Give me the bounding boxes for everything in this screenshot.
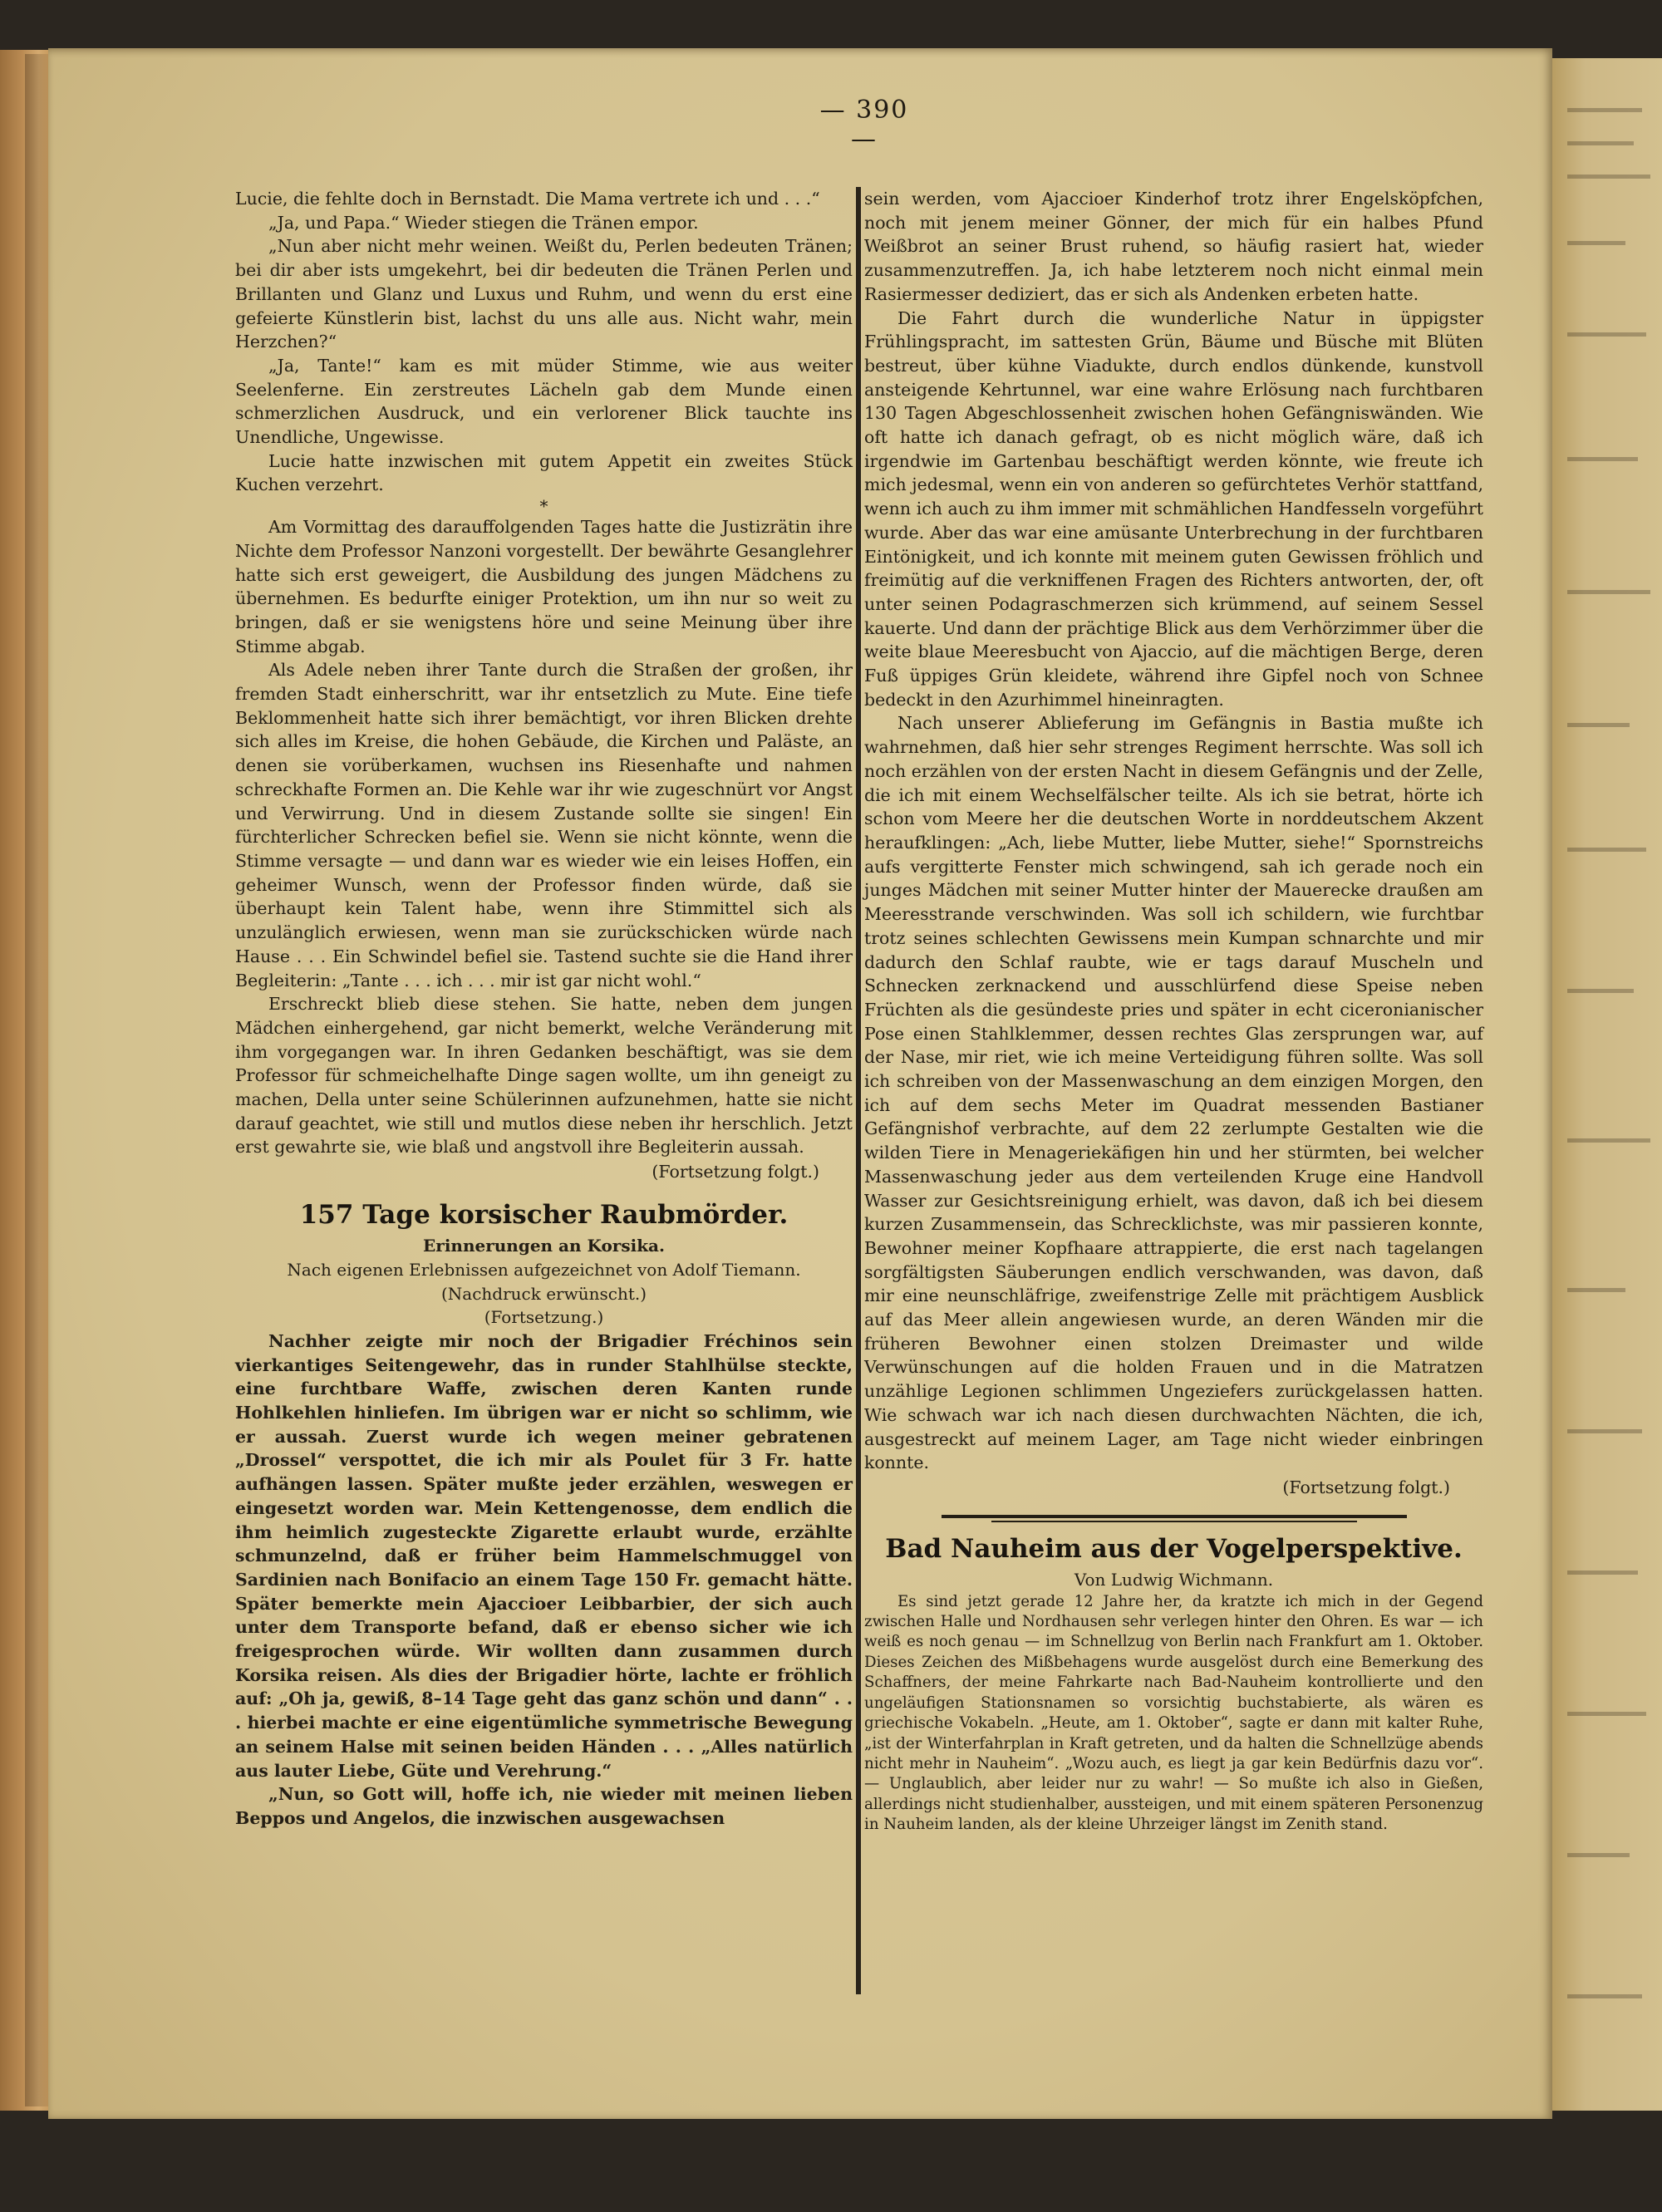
article-paragraph: Nachher zeigte mir noch der Brigadier Fréchinos sein vierkantiges Seitengewehr, das in runder Stahlhülse steckte, eine furchtbare Waffe, zwischen deren Kanten runde Hohlkehlen hinliefen. Im übrigen war er nicht so schlimm, wie er aussah. Zuerst wurde ich wegen meiner gebratenen „Drossel“ verspottet, die ich mir als Poulet für 3 Fr. hatte aufhängen lassen. Später mußte jeder erzählen, weswegen er eingesetzt worden war. Mein Kettengenosse, dem endlich die ihm heimlich zugesteckte Zigarette erlaubt wurde, erzählte schmunzelnd, daß er früher beim Hammelschmuggel von Sardinien nach Bonifacio an einem Tage 150 Fr. gemacht hätte. Später bemerkte mein Ajaccioer Leibbarbier, der sich auch unter dem Transporte befand, daß er ebenso sicher wie ich freigesprochen würde. Wir wollten dann zusammen durch Korsika reisen. Als dies der Brigadier hörte, lachte er fröhlich auf: „Oh ja, gewiß, 8–14 Tage geht das ganz schön und dann“ . . . hierbei machte er eine eigentümliche symmetrische Bewegung an seinem Halse mit seinen beiden Händen . . . „Alles natürlich aus lauter Liebe, Güte und Verehrung.“ xyxy=(235,1330,853,1781)
continuation-note: (Fortsetzung.) xyxy=(484,1307,604,1328)
article-continued-note: (Fortsetzung folgt.) xyxy=(1282,1477,1450,1497)
story-continued-note: (Fortsetzung folgt.) xyxy=(652,1162,819,1182)
story-paragraph: „Nun aber nicht mehr weinen. Weißt du, Perlen bedeuten Tränen; bei dir aber ists umgekehrt, bei dir bedeuten die Tränen Perlen und Brillanten und Glanz und Luxus und Ruhm, und wenn du erst eine gefeierte Künstlerin bist, lachst du uns alle aus. Nicht wahr, mein Herzchen?“ xyxy=(235,236,853,352)
adjacent-page-edge xyxy=(1552,58,1662,2111)
story-paragraph: Als Adele neben ihrer Tante durch die Straßen der großen, ihr fremden Stadt einherschritt, war ihr entsetzlich zu Mute. Eine tiefe Beklommenheit hatte sich ihrer bemächtigt, vor ihren Blicken drehte sich alles im Kreise, die hohen Gebäude, die Kirchen und Paläste, an denen sie vorüberkamen, wuchsen ins Riesenhafte und nahmen schreckhafte Formen an. Die Kehle war ihr wie zugeschnürt vor Angst und Verwirrung. Und in diesem Zustande sollte sie singen! Ein fürchterlicher Schrecken befiel sie. Wenn sie nicht könnte, wenn die Stimme versagte — und dann war es wieder wie ein leises Hoffen, ein geheimer Wunsch, wenn der Professor finden würde, daß sie überhaupt kein Talent habe, wenn ihre Stimmittel sich als unzulänglich erwiesen, wenn man sie zurückschicken würde nach Hause . . . Ein Schwindel befiel sie. Tastend suchte sie die Hand ihrer Begleiterin: „Tante . . . ich . . . mir ist gar nicht wohl.“ xyxy=(235,660,853,990)
story-paragraph: Am Vormittag des darauffolgenden Tages hatte die Justizrätin ihre Nichte dem Professor Nanzoni vorgestellt. Der bewährte Gesanglehrer hatte sich erst geweigert, die Ausbildung des jungen Mädchens zu übernehmen. Es bedurfte einiger Protektion, um ihn nur so weit zu bringen, daß er sie wenigstens höre und seine Meinung über ihre Stimme abgab. xyxy=(235,517,853,656)
section-separator: * xyxy=(539,496,548,517)
article-byline-2: Von Ludwig Wichmann. xyxy=(1074,1569,1274,1590)
story-paragraph: Lucie hatte inzwischen mit gutem Appetit ein zweites Stück Kuchen verzehrt. xyxy=(235,450,853,495)
left-column xyxy=(235,187,853,1831)
section-rule xyxy=(942,1515,1407,1518)
article-paragraph: sein werden, vom Ajaccioer Kinderhof trotz ihrer Engelsköpfchen, noch mit jenem meiner Gönner, der mich für ein halbes Pfund Weißbrot an seiner Brust ruhend, so häufig rasiert hat, wieder zusammenzutreffen. Ja, ich habe letzterem noch nicht einmal mein Rasiermesser dediziert, das er sich als Andenken erbeten hatte. xyxy=(864,189,1483,304)
story-paragraph: „Ja, Tante!“ kam es mit müder Stimme, wie aus weiter Seelenferne. Ein zerstreutes Lächeln gab dem Munde einen schmerzlichen Ausdruck, und ein verlorener Blick tauchte ins Unendliche, Ungewisse. xyxy=(235,355,853,448)
article-title: 157 Tage korsischer Raubmörder. xyxy=(299,1200,789,1231)
article-paragraph: Die Fahrt durch die wunderliche Natur in üppigster Frühlingspracht, im sattesten Grün, Bäume und Büsche mit Blüten bestreut, über kühne Viadukte, durch endlos dünkende, kunstvoll ansteigende Kehrtunnel, war eine wahre Erlösung nach furchtbaren 130 Tagen Abgeschlossenheit zwischen hohen Gefängniswänden. Wie oft hatte ich danach gefragt, ob es nicht möglich wäre, daß ich irgendwie im Gartenbau beschäftigt werden könnte, wie freute ich mich jedesmal, wenn ein von anderen so gefürchtetes Verhör stattfand, wenn ich auch zu ihm immer mit schmählichen Handfesseln vorgeführt wurde. Aber das war eine amüsante Unterbrechung in der furchtbaren Eintönigkeit, und ich konnte mit meinem guten Gewissen fröhlich und freimütig auf die verkniffenen Fragen des Richters antworten, der, oft unter seinen Podagraschmerzen sich krümmend, auf seinem Sessel kauerte. Und dann der prächtige Blick aus dem Verhörzimmer über die weite blaue Meeresbucht von Ajaccio, auf die mächtigen Berge, deren Fuß üppiges Grün kleidete, während ihre Gipfel noch von Schnee bedeckt in den Azurhimmel hineinragten. xyxy=(864,307,1483,710)
page-number: — 390 — xyxy=(819,96,909,154)
article-title-2: Bad Nauheim aus der Vogelperspektive. xyxy=(885,1533,1463,1564)
article-byline: Nach eigenen Erlebnissen aufgezeichnet von Adolf Tiemann. xyxy=(287,1259,801,1280)
article-paragraph: Nach unserer Ablieferung im Gefängnis in Bastia mußte ich wahrnehmen, daß hier sehr strenges Regiment herrschte. Was soll ich noch erzählen von der ersten Nacht in diesem Gefängnis und der Zelle, die ich mit einem Wechselfälscher teilte. Als ich sie betrat, hörte ich schon vom Meere her die deutschen Worte in norddeutschem Akzent heraufklingen: „Ach, liebe Mutter, liebe Mutter, siehe!“ Spornstreichs aufs vergitterte Fenster mich schwingend, sah ich gerade noch ein junges Mädchen mit seiner Mutter hinter der Mauerecke draußen am Meeresstrande verschwinden. Was soll ich schildern, wie furchtbar trotz seines schlechten Gewissens mein Kumpan schnarchte und mir dadurch den Schlaf raubte, wie er tags darauf Muscheln und Schnecken zerknackend und ausschlürfend diese Speise neben Früchten als die gesündeste pries und später in echt ciceronianischer Pose einen Stahlklemmer, dessen rechtes Glas zersprungen war, auf der Nase, mir riet, wie ich meine Verteidigung führen sollte. Was soll ich schreiben von der Massenwaschung an dem einzigen Morgen, den ich auf dem sechs Meter im Quadrat messenden Bastianer Gefängnishof verbrachte, auf dem 22 zerlumpte Gestalten wie die wilden Tiere in Menageriekäfigen hin und her stürmten, bei welcher Massenwaschung jeder aus dem verteilenden Kruge eine Handvoll Wasser zur Gesichtsreinigung erhielt, was davon, daß ich bei diesem kurzen Zusammensein, das Schrecklichste, was mir passieren konnte, Bewohner meiner Kopfhaare attrappierte, die erst nach tagelangen sorgfältigsten Säuberungen endlich verschwanden, was davon, daß mir eine neunschläfrige, zweifenstrige Zelle mit prächtigem Ausblick auf das Meer allein angewiesen wurde, an deren Wänden mir die früheren Bewohner einen stolzen Dreimaster und wilde Verwünschungen auf die holden Frauen und in die Matratzen unzählige Legionen schlimmen Ungeziefers zurückgelassen hatten. Wie schwach war ich nach diesen durchwachten Nächten, die ich, ausgestreckt auf meinem Lager, am Tage nicht wieder einbringen konnte. xyxy=(864,713,1483,1473)
column-divider xyxy=(856,187,861,1994)
right-column xyxy=(864,187,1483,1836)
article-paragraph: Es sind jetzt gerade 12 Jahre her, da kratzte ich mich in der Gegend zwischen Halle und Nordhausen sehr verlegen hinter den Ohren. Es war — ich weiß es noch genau — im Schnellzug von Berlin nach Frankfurt am 1. Oktober. Dieses Zeichen des Mißbehagens wurde ausgelöst durch eine Bemerkung des Schaffners, der meine Fahrkarte nach Bad-Nauheim kontrollierte und den ungeläufigen Stationsnamen so vorsichtig buchstabierte, als wären es griechische Vokabeln. „Heute, am 1. Oktober“, sagte er dann mit kalter Ruhe, „ist der Winterfahrplan in Kraft getreten, und da halten die Schnellzüge abends nicht mehr in Nauheim“. „Wozu auch, es liegt ja gar kein Bedürfnis dazu vor“. — Unglaublich, aber leider nur zu wahr! — So mußte ich also in Gießen, allerdings nicht studienhalber, aussteigen, und mit einem späteren Personenzug in Nauheim landen, als der kleine Uhrzeiger längst im Zenith stand. xyxy=(864,1592,1483,1834)
story-paragraph: Lucie, die fehlte doch in Bernstadt. Die Mama vertrete ich und . . .“ xyxy=(235,189,820,209)
story-paragraph: Erschreckt blieb diese stehen. Sie hatte, neben dem jungen Mädchen einhergehend, gar nicht bemerkt, welche Veränderung mit ihm vorgegangen war. In ihren Gedanken beschäftigt, was sie dem Professor für schmeichelhafte Dinge sagen wollte, um ihn geneigt zu machen, Della unter seine Schülerinnen aufzunehmen, hatte sie nicht darauf geachtet, wie still und mutlos diese neben ihr herschlich. Jetzt erst gewahrte sie, wie blaß und angstvoll ihre Begleiterin aussah. xyxy=(235,994,853,1158)
reprint-note: (Nachdruck erwünscht.) xyxy=(440,1283,647,1304)
article-paragraph: „Nun, so Gott will, hoffe ich, nie wieder mit meinen lieben Beppos und Angelos, die inzwischen ausgewachsen xyxy=(235,1784,853,1828)
story-paragraph: „Ja, und Papa.“ Wieder stiegen die Tränen empor. xyxy=(268,212,699,233)
article-subtitle: Erinnerungen an Korsika. xyxy=(423,1236,665,1256)
